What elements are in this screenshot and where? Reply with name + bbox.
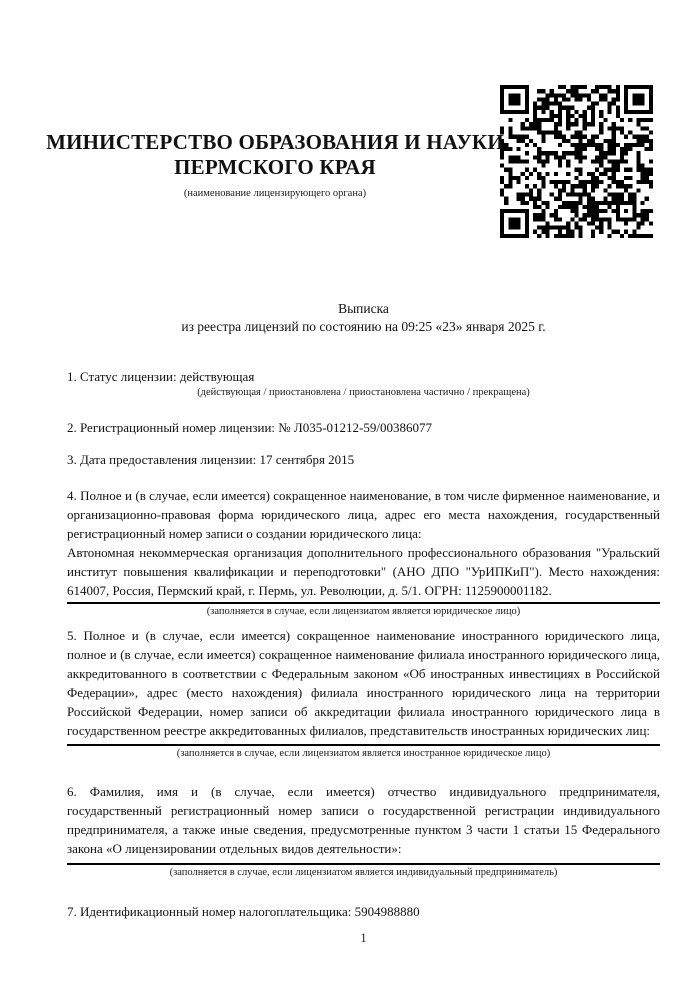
page-number: 1	[360, 931, 367, 945]
item-text: 7. Идентификационный номер налогоплательщика: 5904988880	[67, 904, 420, 919]
document-title-line-1: Выписка	[338, 301, 389, 316]
item-text: 2. Регистрационный номер лицензии: № Л035-01212-59/00386077	[67, 420, 433, 435]
item-2-registration-number	[67, 419, 660, 436]
item-text: 6. Фамилия, имя и (в случае, если имеется) отчество индивидуального предпринимателя, государственный регистрационный номер записи о государственной регистрации индивидуального предпринимателя, а также иные сведения, предусмотренные пунктом 3 части 1 статьи 15 Федерального закона «О лицензировании отдельных видов деятельности»:	[67, 784, 660, 856]
licensing-authority-header	[40, 130, 510, 200]
item-1-license-status	[67, 368, 660, 399]
item-caption: (действующая / приостановлена / приостановлена частично / прекращена)	[197, 387, 530, 398]
item-6-individual-entrepreneur	[67, 782, 660, 879]
item-text: 3. Дата предоставления лицензии: 17 сентября 2015	[67, 452, 355, 467]
fill-in-line	[67, 602, 660, 604]
document-title-line-2: из реестра лицензий по состоянию на 09:25 «23» января 2025 г.	[181, 319, 546, 334]
qr-code-icon	[500, 85, 653, 238]
item-7-taxpayer-number	[67, 903, 660, 920]
item-value: Автономная некоммерческая организация дополнительного профессионального образования "Уральский институт повышения квалификации и переподготовки" (АНО ДПО "УрИПКиП"). Место нахождения: 614007, Россия, Пермский край, г. Пермь, ул. Революции, д. 5/1. ОГРН: 1125900001182.	[67, 545, 660, 598]
item-text: 4. Полное и (в случае, если имеется) сокращенное наименование, в том числе фирменное наименование, и организационно-правовая форма юридического лица, адрес его места нахождения, государственный регистрационный номер записи о создании юридического лица:	[67, 488, 660, 541]
qr-code-image	[500, 85, 653, 238]
document-body	[67, 300, 660, 920]
authority-caption: (наименование лицензирующего органа)	[183, 188, 367, 199]
item-4-legal-entity	[67, 486, 660, 618]
item-caption: (заполняется в случае, если лицензиатом является иностранное юридическое лицо)	[176, 748, 551, 759]
item-text: 5. Полное и (в случае, если имеется) сокращенное наименование иностранного юридического лица, полное и (в случае, если имеется) сокращенное наименование филиала иностранного юридического лица, аккредитованного в соответствии с Федеральным законом «Об иностранных инвестициях в Российской Федерации», адрес (место нахождения) филиала иностранного юридического лица на территории Российской Федерации, номер записи об аккредитации филиала иностранного юридического лица в государственном реестре аккредитованных филиалов, представительств иностранных юридических лиц:	[67, 628, 660, 738]
item-caption: (заполняется в случае, если лицензиатом является индивидуальный предприниматель)	[169, 867, 558, 878]
item-caption: (заполняется в случае, если лицензиатом является юридическое лицо)	[206, 606, 521, 617]
item-text: 1. Статус лицензии: действующая	[67, 369, 255, 384]
authority-name-line-1: МИНИСТЕРСТВО ОБРАЗОВАНИЯ И НАУКИ	[46, 130, 504, 154]
fill-in-line	[67, 863, 660, 865]
item-3-grant-date	[67, 451, 660, 468]
authority-name-line-2: ПЕРМСКОГО КРАЯ	[174, 155, 376, 179]
document-title	[67, 300, 660, 336]
item-5-foreign-entity	[67, 626, 660, 760]
fill-in-line	[67, 744, 660, 746]
